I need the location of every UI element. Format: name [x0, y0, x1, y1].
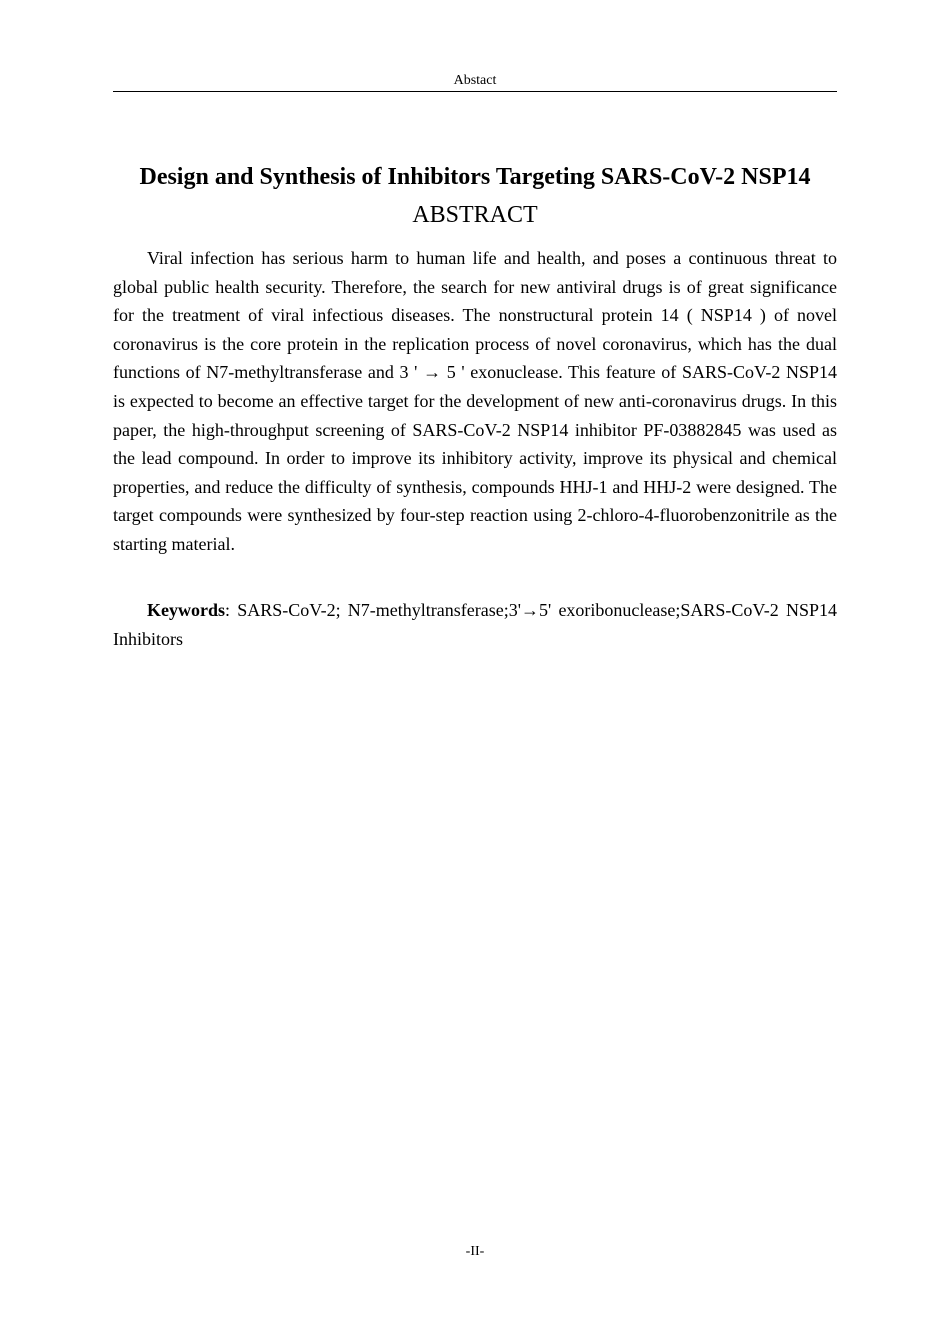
page-number: -II-	[465, 1244, 485, 1259]
keywords-list: SARS-CoV-2; N7-methyltransferase;3'→5' exoribonuclease;SARS-CoV-2 NSP14 Inhibitors	[113, 600, 837, 649]
document-title: Design and Synthesis of Inhibitors Targeting SARS-CoV-2 NSP14	[139, 164, 811, 190]
abstract-heading: ABSTRACT	[412, 202, 538, 228]
keywords-label: Keywords	[147, 600, 225, 620]
header-rule	[113, 91, 837, 92]
keywords-paragraph	[113, 596, 837, 653]
running-header: Abstact	[453, 73, 497, 88]
abstract-paragraph: Viral infection has serious harm to human life and health, and poses a continuous threat to global public health security. Therefore, the search for new antiviral drugs is of great significance for the treatment of viral infectious diseases. The nonstructural protein 14 ( NSP14 ) of novel coronavirus is the core protein in the replication process of novel coronavirus, which has the dual functions of N7-methyltransferase and 3 ' → 5 ' exonuclease. This feature of SARS-CoV-2 NSP14 is expected to become an effective target for the development of new anti-coronavirus drugs. In this paper, the high-throughput screening of SARS-CoV-2 NSP14 inhibitor PF-03882845 was used as the lead compound. In order to improve its inhibitory activity, improve its physical and chemical properties, and reduce the difficulty of synthesis, compounds HHJ-1 and HHJ-2 were designed. The target compounds were synthesized by four-step reaction using 2-chloro-4-fluorobenzonitrile as the starting material.	[113, 248, 837, 554]
keywords-separator: :	[225, 600, 231, 620]
